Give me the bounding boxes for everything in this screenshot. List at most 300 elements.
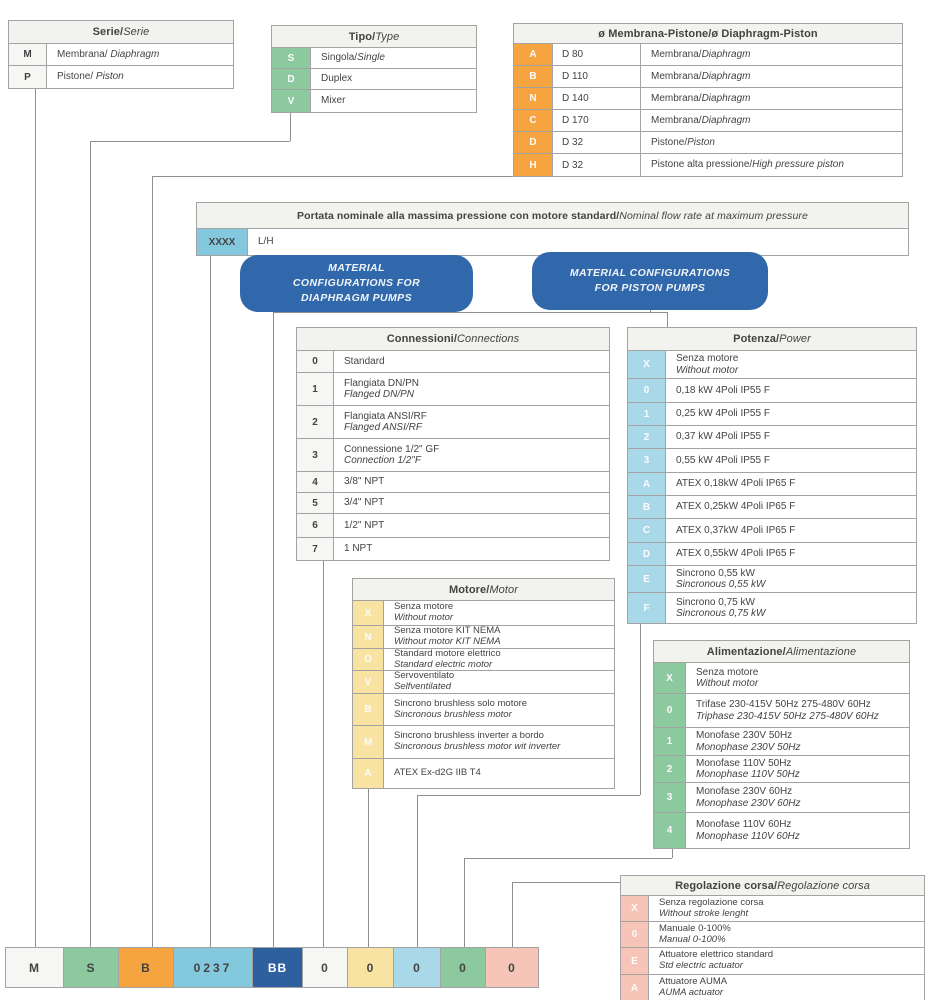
description-line <box>696 742 907 753</box>
text-segment: Single <box>357 52 385 64</box>
table-row <box>297 493 609 514</box>
row-description <box>666 426 916 448</box>
table-row <box>654 663 909 694</box>
row-description <box>384 694 614 725</box>
code-row-cell: M <box>6 948 64 987</box>
text-segment: Diaphragm <box>701 48 751 60</box>
table-row <box>9 66 233 88</box>
table-row <box>514 88 902 110</box>
code-cell: 0 <box>297 351 334 372</box>
description-line <box>676 353 914 364</box>
row-description <box>686 783 909 812</box>
text-segment: Monofase 110V 60Hz <box>696 819 792 831</box>
row-description <box>666 403 916 425</box>
description-line <box>659 988 922 999</box>
row-description <box>311 69 476 89</box>
text-segment: Membrana/ <box>651 48 702 60</box>
table-connessioni-header <box>297 328 609 351</box>
text-segment: Diaphragm <box>701 92 751 104</box>
text-segment: Std electric actuator <box>659 960 743 971</box>
code-cell: X <box>628 351 666 378</box>
description-line <box>696 667 907 678</box>
text-segment: Triphase 230-415V 50Hz 275-480V 60Hz <box>696 710 879 722</box>
code-cell: C <box>628 519 666 542</box>
description-line <box>676 455 914 466</box>
text-segment: Membrana/ <box>57 48 111 60</box>
row-description <box>686 813 909 848</box>
table-row <box>297 351 609 373</box>
description-line <box>696 831 907 842</box>
description-line <box>344 476 607 487</box>
text-segment: Senza regolazione corsa <box>659 896 764 908</box>
connector-line <box>417 795 418 947</box>
text-segment: Monophase 110V 50Hz <box>696 769 800 780</box>
text-segment: Monophase 230V 50Hz <box>696 741 801 753</box>
description-line <box>676 525 914 536</box>
description-line <box>344 389 607 400</box>
code-cell: E <box>621 948 649 974</box>
row-description <box>334 493 609 513</box>
table-row <box>628 519 916 543</box>
text-segment: Type <box>375 30 400 43</box>
text-segment: Connessioni/ <box>386 333 457 345</box>
text-segment: Standard <box>344 355 385 367</box>
row-description <box>384 601 614 625</box>
material-box-diaphragm <box>240 255 473 312</box>
description-line <box>344 411 607 422</box>
table-row <box>628 566 916 593</box>
row-description <box>666 543 916 565</box>
code-cell: X <box>353 601 384 625</box>
row-description <box>666 473 916 495</box>
material-box-diaphragm-line: DIAPHRAGM PUMPS <box>300 292 412 305</box>
description-line <box>696 699 907 710</box>
text-segment: Senza motore KIT NEMA <box>394 626 501 637</box>
table-potenza <box>627 327 917 624</box>
connector-line <box>323 559 324 947</box>
text-segment: Without motor <box>696 678 759 689</box>
table-row <box>654 694 909 728</box>
code-cell: F <box>628 593 666 623</box>
connector-line <box>464 858 465 947</box>
text-segment: Standard electric motor <box>394 658 493 670</box>
text-segment: AUMA actuator <box>659 987 724 998</box>
text-segment: 3/4" NPT <box>344 497 385 509</box>
diameter-cell: D 170 <box>553 110 641 131</box>
text-segment: Sincrono 0,75 kW <box>676 596 755 608</box>
row-description <box>649 975 924 1000</box>
row-description <box>641 132 902 153</box>
code-cell: S <box>272 48 311 68</box>
text-segment: High pressure piston <box>752 159 844 171</box>
row-description <box>649 922 924 947</box>
text-segment: Without stroke lenght <box>659 907 749 919</box>
code-cell: 4 <box>654 813 686 848</box>
code-cell: 6 <box>297 514 334 537</box>
text-segment: Diaphragm <box>110 48 160 60</box>
text-segment: 1/2" NPT <box>344 519 385 531</box>
text-segment: Monophase 110V 60Hz <box>696 830 800 842</box>
code-cell: E <box>628 566 666 592</box>
table-row <box>9 44 233 66</box>
row-description <box>666 351 916 378</box>
description-line <box>696 730 907 741</box>
description-line <box>344 543 607 554</box>
connector-line <box>667 312 668 327</box>
code-row-cell: 0 <box>348 948 394 987</box>
connector-line <box>152 176 515 177</box>
table-row <box>628 543 916 566</box>
description-line <box>696 758 907 769</box>
table-tipo <box>271 25 477 113</box>
material-box-diaphragm-line: CONFIGURATIONS FOR <box>292 276 421 289</box>
description-line <box>651 71 900 82</box>
table-row <box>353 671 614 694</box>
code-cell: 3 <box>654 783 686 812</box>
table-row <box>654 756 909 783</box>
code-cell: H <box>514 154 553 176</box>
row-description <box>641 110 902 131</box>
connector-line <box>417 795 640 796</box>
code-row-cell: S <box>64 948 119 987</box>
table-row <box>514 110 902 132</box>
code-row-cell: 0 <box>486 948 538 987</box>
description-line <box>394 637 612 648</box>
row-description <box>686 728 909 755</box>
description-line <box>696 711 907 722</box>
text-segment: Monophase 230V 60Hz <box>696 797 801 809</box>
table-row <box>628 496 916 519</box>
description-line <box>394 768 612 779</box>
table-row <box>621 975 924 1000</box>
code-cell: 0 <box>628 379 666 402</box>
text-segment: Power <box>779 333 811 345</box>
table-row <box>654 813 909 848</box>
text-segment: Trifase 230-415V 50Hz 275-480V 60Hz <box>696 699 871 711</box>
code-cell: 0 <box>621 922 649 947</box>
row-description <box>666 593 916 623</box>
text-segment: 1 NPT <box>344 543 373 555</box>
text-segment: Sincrono brushless solo motore <box>394 697 528 709</box>
text-segment: Sincronous brushless motor <box>394 708 512 720</box>
table-row <box>297 514 609 538</box>
text-segment: Selfventilated <box>394 681 452 692</box>
table-regolazione <box>620 875 925 1000</box>
material-box-piston-line: MATERIAL CONFIGURATIONS <box>569 266 731 279</box>
text-segment: 3/8" NPT <box>344 476 385 488</box>
description-line <box>696 798 907 809</box>
row-description <box>686 694 909 727</box>
connector-line <box>273 312 667 313</box>
table-row <box>353 726 614 759</box>
connector-line <box>273 310 274 947</box>
row-description <box>666 496 916 518</box>
text-segment: Senza motore <box>696 666 759 678</box>
table-row <box>353 649 614 671</box>
table-alimentazione <box>653 640 910 849</box>
text-segment: Without motor KIT NEMA <box>394 636 501 647</box>
text-segment: Serie <box>123 26 150 38</box>
code-cell: V <box>272 90 311 112</box>
row-description <box>641 154 902 176</box>
row-description <box>641 44 902 65</box>
table-portata-header <box>197 203 908 229</box>
code-row-cell: BB <box>253 948 303 987</box>
text-segment: Senza motore <box>394 601 454 613</box>
text-segment: Connections <box>457 333 520 345</box>
code-cell: 4 <box>297 472 334 492</box>
text-segment: Membrana/ <box>651 70 702 82</box>
row-description <box>384 759 614 788</box>
description-line <box>676 478 914 489</box>
table-row <box>628 593 916 623</box>
text-segment: Diaphragm <box>701 70 751 82</box>
row-description <box>666 566 916 592</box>
table-regolazione-header <box>621 876 924 896</box>
code-cell: X <box>654 663 686 693</box>
text-segment: Duplex <box>321 73 353 85</box>
code-cell: 2 <box>628 426 666 448</box>
table-row <box>621 896 924 922</box>
row-description <box>311 90 476 112</box>
text-segment: Nominal flow rate at maximum pressure <box>619 209 808 222</box>
table-row <box>297 538 609 560</box>
row-description <box>47 66 233 88</box>
code-cell: N <box>514 88 553 109</box>
text-segment: Sincronous brushless motor wit inverter <box>394 741 561 752</box>
code-row <box>5 947 539 988</box>
text-segment: Manuale 0-100% <box>659 922 731 934</box>
text-segment: Without motor <box>676 364 739 376</box>
description-line <box>676 365 914 376</box>
code-cell: D <box>514 132 553 153</box>
description-line <box>651 137 900 148</box>
row-description <box>334 351 609 372</box>
text-segment: ø Membrana-Pistone/ <box>598 27 712 40</box>
row-description <box>686 756 909 782</box>
text-segment: Alimentazione/ <box>706 645 786 658</box>
code-cell: A <box>621 975 649 1000</box>
code-cell: A <box>514 44 553 65</box>
text-segment: Attuatore AUMA <box>659 976 728 988</box>
table-row <box>628 426 916 449</box>
row-description <box>686 663 909 693</box>
text-segment: Diaphragm <box>701 114 751 126</box>
row-description <box>334 514 609 537</box>
code-cell: 0 <box>654 694 686 727</box>
row-description <box>666 519 916 542</box>
code-cell: XXXX <box>197 229 248 255</box>
text-segment: Monofase 110V 50Hz <box>696 757 792 769</box>
code-cell: 1 <box>297 373 334 405</box>
text-segment: Membrana/ <box>651 114 702 126</box>
table-row <box>628 379 916 403</box>
row-description <box>334 373 609 405</box>
table-alimentazione-header <box>654 641 909 663</box>
description-line <box>696 769 907 780</box>
description-line <box>676 579 914 590</box>
description-line <box>696 678 907 689</box>
row-description <box>649 948 924 974</box>
description-line <box>344 497 607 508</box>
table-row <box>514 44 902 66</box>
row-description <box>311 48 476 68</box>
description-line <box>321 95 474 106</box>
table-row <box>272 48 476 69</box>
connector-line <box>210 253 211 947</box>
description-line <box>676 385 914 396</box>
diameter-cell: D 110 <box>553 66 641 87</box>
code-cell: M <box>353 726 384 758</box>
code-cell: 1 <box>654 728 686 755</box>
text-segment: Mixer <box>321 95 346 107</box>
connector-line <box>640 622 641 795</box>
table-row <box>353 694 614 726</box>
connector-line <box>464 858 672 859</box>
table-row <box>297 439 609 472</box>
description-line <box>57 71 231 82</box>
row-description <box>334 538 609 560</box>
code-cell: M <box>9 44 47 65</box>
description-line <box>258 236 906 247</box>
code-cell: A <box>628 473 666 495</box>
description-line <box>659 909 922 920</box>
material-box-piston-line: FOR PISTON PUMPS <box>594 282 706 294</box>
connector-line <box>35 87 36 947</box>
table-row <box>654 728 909 756</box>
code-cell: A <box>353 759 384 788</box>
text-segment: ATEX 0,18kW 4Poli IP65 F <box>676 478 796 490</box>
material-box-piston <box>532 252 768 310</box>
table-row <box>353 601 614 626</box>
code-row-cell: 0 <box>394 948 441 987</box>
description-line <box>394 742 612 753</box>
code-cell: B <box>514 66 553 87</box>
row-description <box>384 649 614 670</box>
table-membrana-header <box>514 24 902 44</box>
code-cell: 3 <box>628 449 666 472</box>
text-segment: Sincrono 0,55 kW <box>676 567 755 579</box>
text-segment: L/H <box>258 236 274 248</box>
code-cell: D <box>272 69 311 89</box>
diameter-cell: D 140 <box>553 88 641 109</box>
connector-line <box>512 882 513 947</box>
text-segment: Servoventilato <box>394 671 455 682</box>
text-segment: Piston <box>95 71 124 83</box>
text-segment: ATEX 0,37kW 4Poli IP65 F <box>676 524 796 536</box>
table-portata <box>196 202 909 256</box>
text-segment: 0,25 kW 4Poli IP55 F <box>676 408 770 420</box>
table-row <box>353 626 614 649</box>
table-row <box>514 66 902 88</box>
description-line <box>676 431 914 442</box>
text-segment: Motor <box>489 583 519 596</box>
text-segment: Flangiata DN/PN <box>344 377 420 389</box>
description-line <box>394 613 612 624</box>
description-line <box>659 935 922 946</box>
text-segment: Connection 1/2"F <box>344 455 421 466</box>
text-segment: Sincronous 0,75 kW <box>676 608 766 619</box>
text-segment: ATEX Ex-d2G IIB T4 <box>394 767 481 779</box>
description-line <box>676 597 914 608</box>
code-row-cell: 0 <box>441 948 486 987</box>
code-cell: 7 <box>297 538 334 560</box>
description-line <box>57 49 231 60</box>
description-line <box>321 52 474 63</box>
description-line <box>344 422 607 433</box>
description-line <box>344 520 607 531</box>
text-segment: Manual 0-100% <box>659 933 726 945</box>
text-segment: Tipo/ <box>348 30 376 43</box>
code-cell: B <box>353 694 384 725</box>
code-cell: 1 <box>628 403 666 425</box>
table-row <box>628 473 916 496</box>
text-segment: Membrana/ <box>651 92 702 104</box>
table-membrana <box>513 23 903 177</box>
description-line <box>659 961 922 972</box>
description-line <box>696 786 907 797</box>
description-line <box>651 93 900 104</box>
table-row <box>353 759 614 788</box>
description-line <box>394 660 612 671</box>
table-motore <box>352 578 615 789</box>
description-line <box>344 356 607 367</box>
text-segment: 0,55 kW 4Poli IP55 F <box>676 454 770 466</box>
code-cell: V <box>353 671 384 693</box>
table-motore-header <box>353 579 614 601</box>
description-line <box>651 49 900 60</box>
description-line <box>344 444 607 455</box>
table-serie <box>8 20 234 89</box>
row-description <box>641 88 902 109</box>
material-box-diaphragm-line: MATERIAL <box>328 261 385 274</box>
description-line <box>651 115 900 126</box>
row-description <box>384 671 614 693</box>
text-segment: Piston <box>687 136 715 148</box>
row-description <box>334 472 609 492</box>
table-serie-header <box>9 21 233 44</box>
text-segment: Potenza/ <box>733 333 780 345</box>
text-segment: Flanged DN/PN <box>344 389 415 400</box>
text-segment: Flangiata ANSI/RF <box>344 410 427 422</box>
text-segment: ATEX 0,25kW 4Poli IP65 F <box>676 501 796 513</box>
description-line <box>394 710 612 721</box>
code-cell: 5 <box>297 493 334 513</box>
text-segment: Alimentazione <box>785 645 857 658</box>
text-segment: Monofase 230V 50Hz <box>696 730 793 742</box>
table-row <box>272 90 476 112</box>
table-row <box>297 373 609 406</box>
code-cell: 2 <box>297 406 334 438</box>
connector-line <box>512 882 620 883</box>
row-description <box>47 44 233 65</box>
row-description <box>641 66 902 87</box>
code-cell: D <box>628 543 666 565</box>
description-line <box>676 568 914 579</box>
table-row <box>621 922 924 948</box>
text-segment: Flanged ANSI/RF <box>344 422 422 433</box>
text-segment: Sincrono brushless inverter a bordo <box>394 730 544 742</box>
text-segment: Pistone/ <box>651 136 688 148</box>
table-row <box>628 351 916 379</box>
text-segment: Attuatore elettrico standard <box>659 949 774 961</box>
table-row <box>628 403 916 426</box>
table-connessioni <box>296 327 610 561</box>
connector-line <box>90 141 91 947</box>
connector-line <box>152 176 153 947</box>
table-row <box>514 132 902 154</box>
text-segment: Sincronous 0,55 kW <box>676 579 766 590</box>
